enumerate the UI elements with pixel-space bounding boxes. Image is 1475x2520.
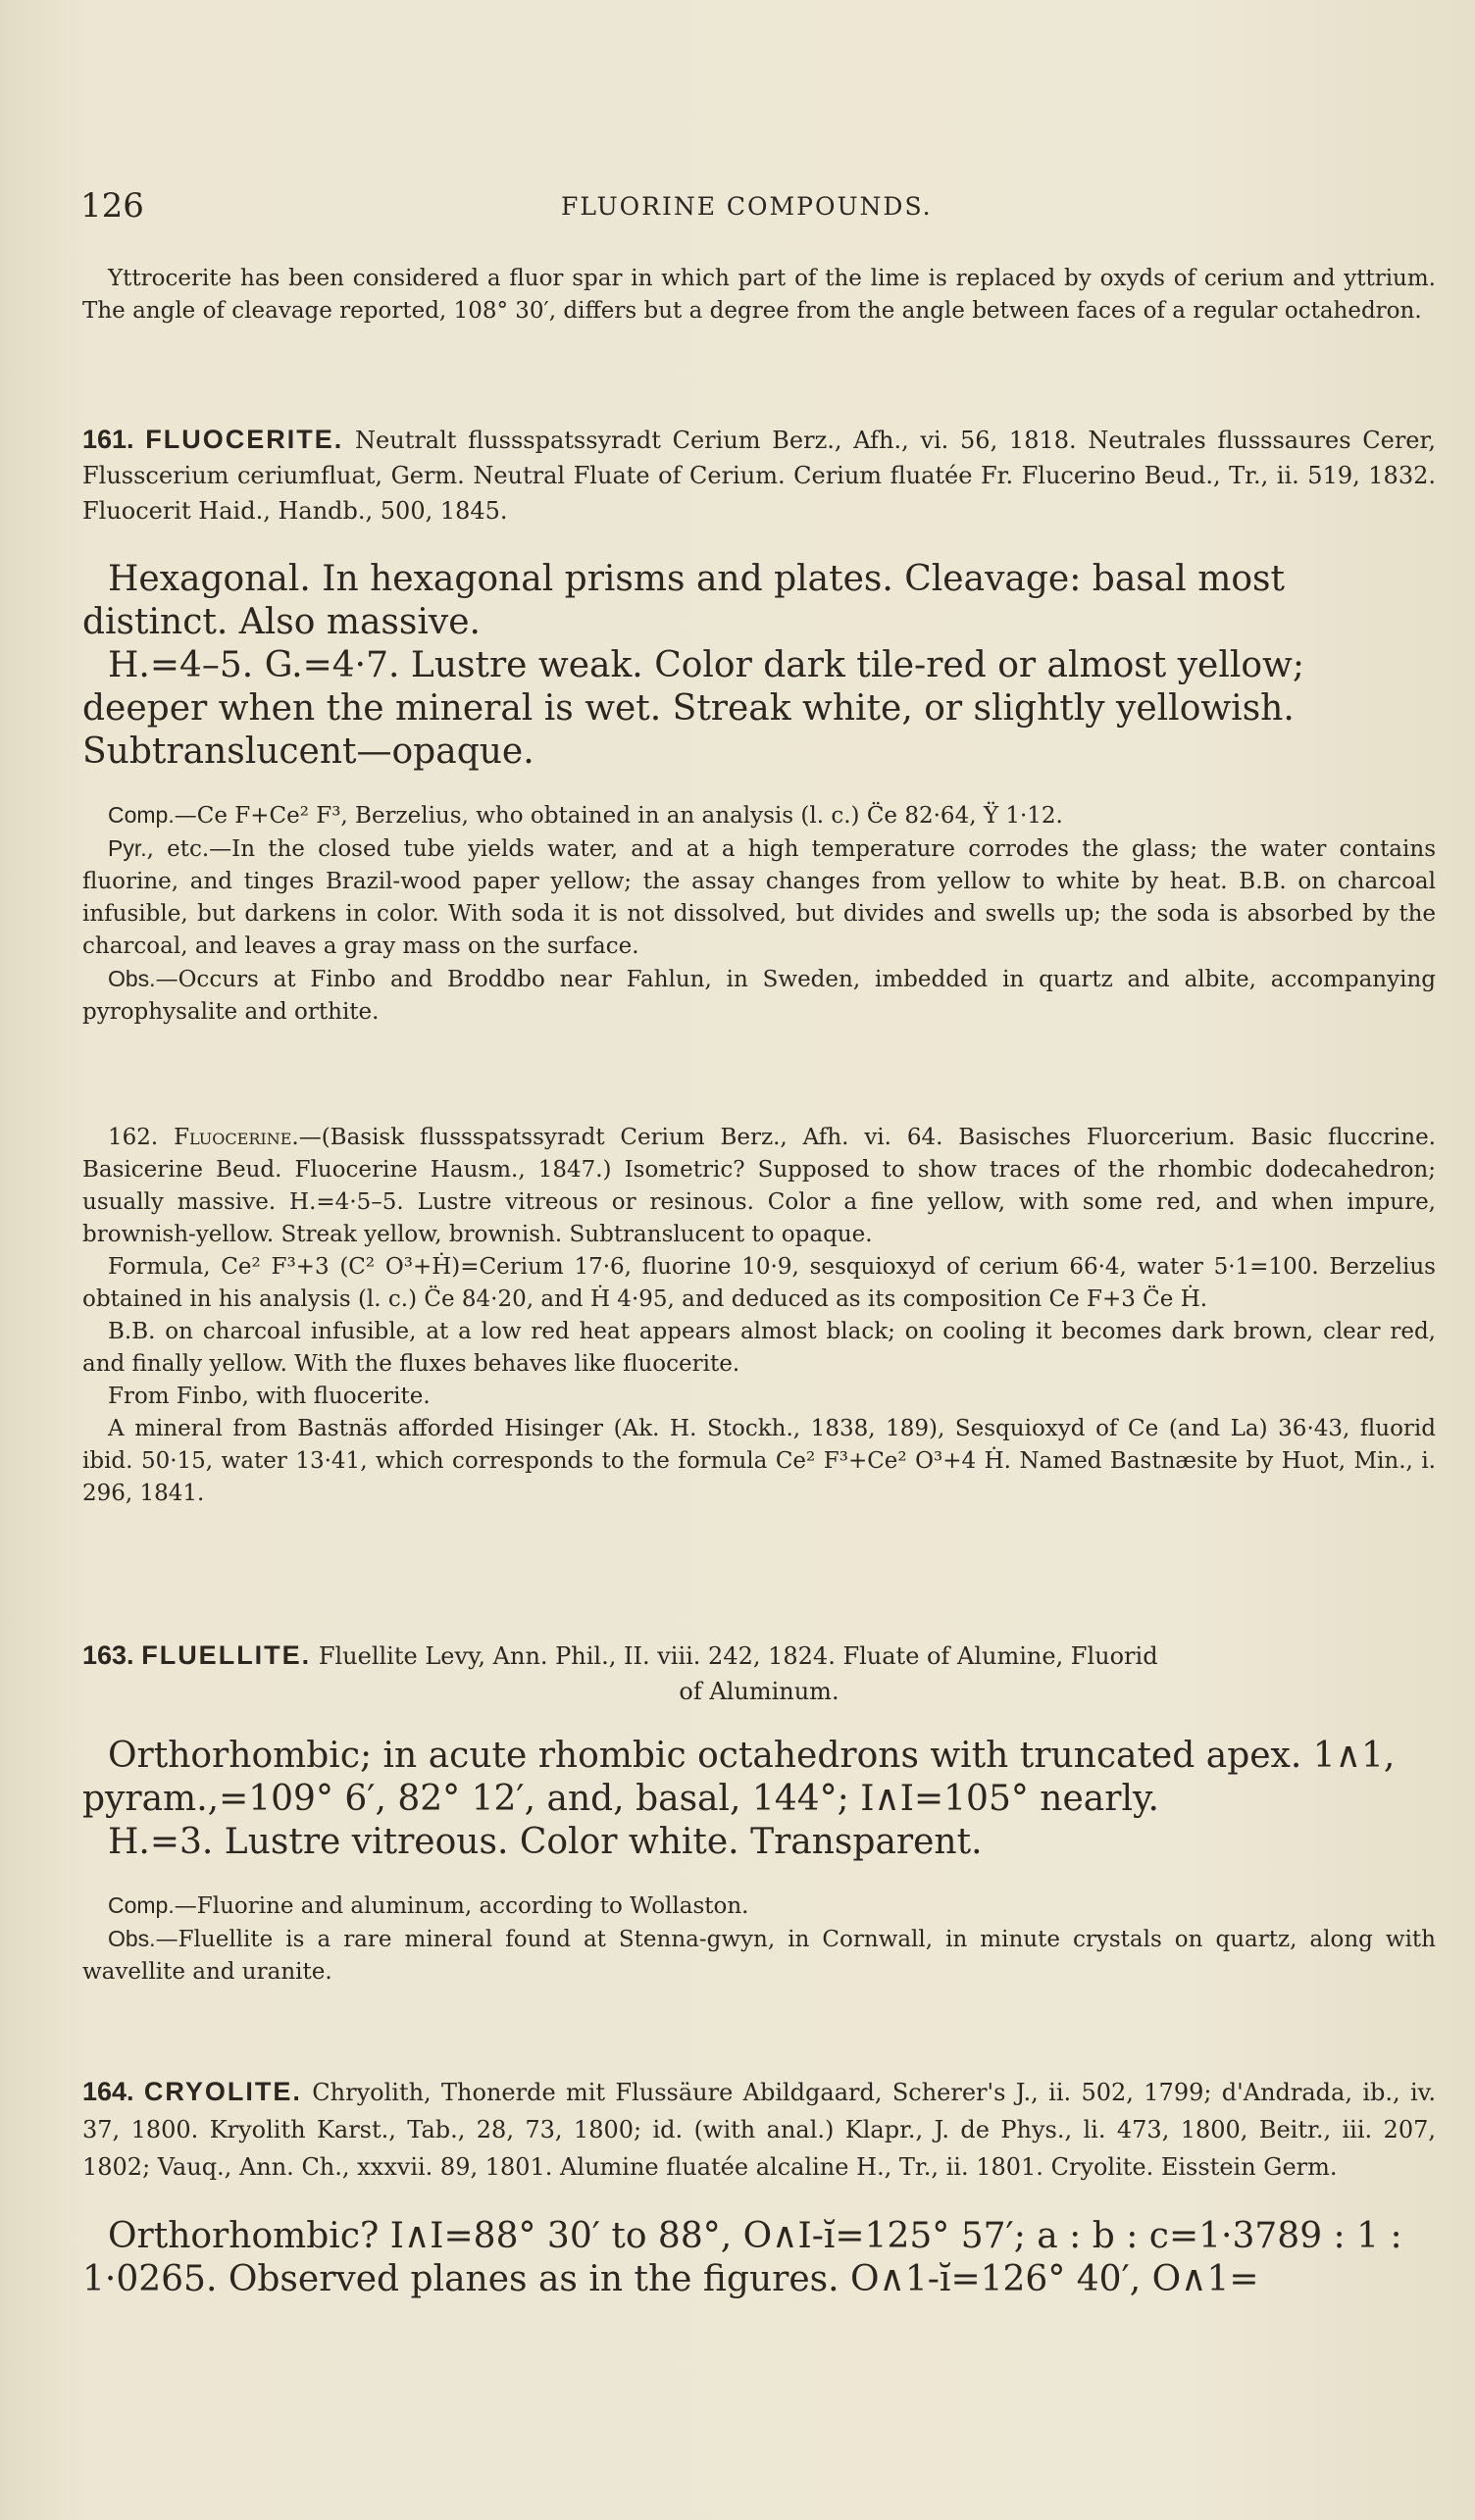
- entry-title: FLUOCERITE.: [145, 425, 344, 454]
- obs-text: —Fluellite is a rare mineral found at Stenna-gwyn, in Cornwall, in minute crystals on quartz, along with wavellite and uranite.: [82, 1927, 1436, 1985]
- page-number: 126: [80, 186, 144, 226]
- fluellite-heading: [82, 1638, 1436, 1674]
- entry-synonyms: Neutralt flussspatssyradt Cerium Berz., Afh., vi. 56, 1818. Neutrales flusssaures Cerer, Flusscerium ceriumfluat, Germ. Neutral Fluate of Cerium. Cerium fluatée Fr. Flucerino Beud., Tr., ii. 519, 1832. Fluocerit Haid., Handb., 500, 1845.: [82, 427, 1436, 525]
- fluellite-description: Orthorhombic; in acute rhombic octahedrons with truncated apex. 1∧1, pyram.,=109° 6′, 82° 12′, and, basal, 144°; I∧I=105° nearly.: [82, 1736, 1396, 1819]
- intro-paragraph: Yttrocerite has been considered a fluor spar in which part of the lime is replaced by oxyds of cerium and yttrium. The angle of cleavage reported, 108° 30′, differs but a degree from the angle between faces of a regular octahedron.: [82, 266, 1436, 324]
- comp-text: —Ce F+Ce² F³, Berzelius, who obtained in an analysis (l. c.) C̈e 82·64, Ÿ 1·12.: [174, 803, 1063, 829]
- entry-synonyms: Chryolith, Thonerde mit Flussäure Abildgaard, Scherer's J., ii. 502, 1799; d'Andrada, ib., iv. 37, 1800. Kryolith Karst., Tab., 28, 73, 1800; id. (with anal.) Klapr., J. de Phys., li. 473, 1800, Beitr., iii. 207, 1802; Vauq., Ann. Ch., xxxvii. 89, 1801. Alumine fluatée alcaline H., Tr., ii. 1801. Cryolite. Eisstein Germ.: [82, 2079, 1436, 2181]
- fluocerite-physical: H.=4–5. G.=4·7. Lustre weak. Color dark tile-red or almost yellow; deeper when the mineral is wet. Streak white, or slightly yellowish. Subtranslucent—opaque.: [82, 645, 1304, 772]
- entry-title: FLUELLITE.: [141, 1640, 312, 1670]
- fluellite-physical: H.=3. Lustre vitreous. Color white. Transparent.: [108, 1822, 983, 1862]
- fluocerine-para-1: [82, 1122, 1436, 1251]
- comp-label: Comp.: [108, 1892, 175, 1918]
- entry-number: 162.: [108, 1125, 159, 1150]
- page-header: [80, 186, 1434, 226]
- pyr-text: , etc.—In the closed tube yields water, and at a high temperature corrodes the glass; the water contains fluorine, and tinges Brazil-wood paper yellow; the assay changes from yellow to white by heat. B.B. on charcoal infusible, but darkens in color. With soda it is not dissolved, but divides and swells up; the soda is absorbed by the charcoal, and leaves a gray mass on the surface.: [82, 836, 1436, 959]
- entry-title: Fluocerine.: [174, 1125, 299, 1150]
- entry-title: CRYOLITE.: [143, 2077, 302, 2106]
- fluocerite-description: Hexagonal. In hexagonal prisms and plates. Cleavage: basal most distinct. Also massive.: [82, 559, 1285, 642]
- entry-number: 161.: [82, 425, 134, 454]
- pyr-label: Pyr.: [108, 835, 147, 861]
- cryolite-heading: [82, 2073, 1436, 2186]
- entry-number: 164.: [82, 2077, 134, 2106]
- fluocerite-heading: [82, 422, 1436, 529]
- entry-synonyms: Fluellite Levy, Ann. Phil., II. viii. 242, 1824. Fluate of Alumine, Fluorid: [318, 1642, 1158, 1670]
- section-164: [82, 2073, 1436, 2301]
- comp-text: —Fluorine and aluminum, according to Wollaston.: [174, 1893, 749, 1919]
- obs-label: Obs.: [108, 966, 156, 991]
- fluocerite-pyr: [82, 832, 1436, 963]
- fluellite-comp: [82, 1890, 1436, 1923]
- fluellite-heading-cont: of Aluminum.: [679, 1678, 839, 1705]
- section-161: [82, 422, 1436, 1029]
- cryolite-description: Orthorhombic? I∧I=88° 30′ to 88°, O∧I-ĭ=125° 57′; a : b : c=1·3789 : 1 : 1·0265. Observed planes as in the figures. O∧1-ĭ=126° 40′, O∧1=: [82, 2216, 1402, 2299]
- entry-number: 163.: [82, 1640, 134, 1670]
- obs-label: Obs.: [108, 1926, 156, 1951]
- section-163: [82, 1638, 1436, 1989]
- comp-label: Comp.: [108, 802, 175, 828]
- fluocerine-formula: Formula, Ce² F³+3 (C² O³+Ḣ)=Cerium 17·6, fluorine 10·9, sesquioxyd of cerium 66·4, water 5·1=100. Berzelius obtained in his analysis (l. c.) C̈e 84·20, and Ḣ 4·95, and deduced as its composition Ce F+3 C̈e Ḣ.: [82, 1254, 1436, 1312]
- entry-text: —(Basisk flussspatssyradt Cerium Berz., Afh. vi. 64. Basisches Fluorcerium. Basic fluccrine. Basicerine Beud. Fluocerine Hausm., 1847.) Isometric? Supposed to show traces of the rhombic dodecahedron; usually massive. H.=4·5–5. Lustre vitreous or resinous. Color a fine yellow, with some red, and when impure, brownish-yellow. Streak yellow, brownish. Subtranslucent to opaque.: [82, 1125, 1436, 1247]
- fluocerite-comp: [82, 799, 1436, 832]
- section-162: [82, 1122, 1436, 1510]
- fluocerine-bb: B.B. on charcoal infusible, at a low red heat appears almost black; on cooling it becomes dark brown, clear red, and finally yellow. With the fluxes behaves like fluocerite.: [82, 1319, 1436, 1377]
- fluocerine-locality: From Finbo, with fluocerite.: [108, 1384, 431, 1409]
- fluocerine-bastnaesite: A mineral from Bastnäs afforded Hisinger (Ak. H. Stockh., 1838, 189), Sesquioxyd of Ce (and La) 36·43, fluorid ibid. 50·15, water 13·41, which corresponds to the formula Ce² F³+Ce² O³+4 Ḣ. Named Bastnæsite by Huot, Min., i. 296, 1841.: [82, 1416, 1436, 1506]
- running-title: FLUORINE COMPOUNDS.: [561, 192, 933, 221]
- fluellite-obs: [82, 1923, 1436, 1989]
- obs-text: —Occurs at Finbo and Broddbo near Fahlun, in Sweden, imbedded in quartz and albite, accompanying pyrophysalite and orthite.: [82, 967, 1436, 1025]
- fluocerite-obs: [82, 963, 1436, 1029]
